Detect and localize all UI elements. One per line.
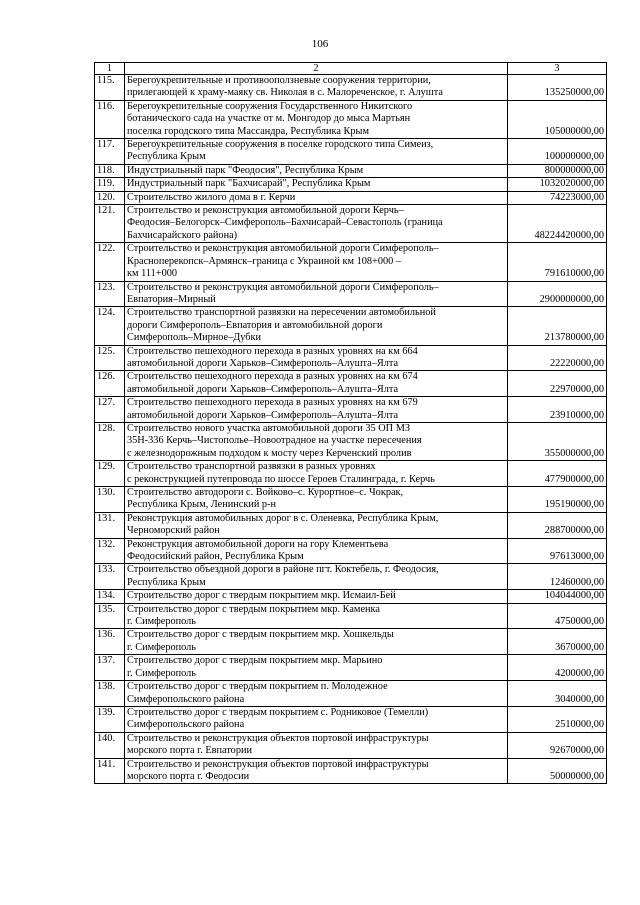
header-col-2: 2: [125, 63, 508, 75]
description-line: г. Симферополь: [127, 641, 197, 653]
description-line: Строительство дорог с твердым покрытием п. Молодежное: [127, 681, 388, 693]
row-amount: 97613000,00: [508, 538, 607, 564]
row-description: [125, 629, 508, 655]
description-line: Феодосия–Белогорск–Симферополь–Бахчисарай–Севастополь (граница: [127, 217, 443, 229]
row-number: 131.: [95, 512, 125, 538]
description-line: Республика Крым: [127, 151, 206, 163]
row-description: [125, 538, 508, 564]
row-amount: 104044000,00: [508, 590, 607, 603]
row-description: [125, 681, 508, 707]
row-description: [125, 164, 508, 177]
description-line: Строительство транспортной развязки в разных уровнях: [127, 461, 376, 473]
row-description: [125, 706, 508, 732]
description-line: Реконструкция автомобильных дорог в с. Оленевка, Республика Крым,: [127, 512, 439, 524]
row-description: [125, 590, 508, 603]
row-number: 119.: [95, 178, 125, 191]
row-amount: 477900000,00: [508, 461, 607, 487]
row-amount: 12460000,00: [508, 564, 607, 590]
row-amount: 22970000,00: [508, 371, 607, 397]
description-line: Строительство дорог с твердым покрытием мкр. Каменка: [127, 603, 380, 615]
description-line: Строительство автодороги с. Войково–с. Курортное–с. Чокрак,: [127, 487, 404, 498]
table-header-row: [95, 63, 607, 75]
row-description: [125, 655, 508, 681]
row-description: [125, 205, 508, 243]
description-line: Симферополь–Мирное–Дубки: [127, 332, 262, 344]
description-line: автомобильной дороги Харьков–Симферополь–Алушта–Ялта: [127, 409, 399, 421]
row-number: 140.: [95, 732, 125, 758]
row-number: 129.: [95, 461, 125, 487]
row-description: [125, 603, 508, 629]
description-line: Строительство объездной дороги в районе пгт. Коктебель, г. Феодосия,: [127, 564, 439, 576]
row-amount: 213780000,00: [508, 307, 607, 345]
description-line: Берегоукрепительные сооружения Государственного Никитского: [127, 100, 413, 112]
row-number: 127.: [95, 397, 125, 423]
description-line: прилегающей к храму-маяку св. Николая в с. Малореченское, г. Алушта: [127, 87, 443, 99]
row-number: 128.: [95, 422, 125, 460]
row-amount: 800000000,00: [508, 164, 607, 177]
description-line: Строительство транспортной развязки на пересечении автомобильной: [127, 307, 436, 319]
description-line: морского порта г. Евпатории: [127, 745, 252, 757]
row-description: [125, 307, 508, 345]
table-row: [95, 307, 607, 345]
description-line: Евпатория–Мирный: [127, 293, 216, 305]
row-amount: 105000000,00: [508, 100, 607, 138]
row-description: [125, 732, 508, 758]
description-line: Индустриальный парк "Бахчисарай", Республика Крым: [127, 178, 371, 190]
description-line: Строительство дорог с твердым покрытием мкр. Хошкельды: [127, 629, 394, 641]
row-number: 124.: [95, 307, 125, 345]
row-number: 115.: [95, 75, 125, 101]
budget-table: [94, 62, 607, 784]
table-row: [95, 564, 607, 590]
description-line: Черноморский район: [127, 525, 220, 537]
row-amount: 100000000,00: [508, 139, 607, 165]
table-row: [95, 191, 607, 204]
description-line: г. Симферополь: [127, 667, 197, 679]
row-number: 123.: [95, 281, 125, 307]
row-description: [125, 758, 508, 784]
row-number: 141.: [95, 758, 125, 784]
table-row: [95, 205, 607, 243]
row-number: 130.: [95, 487, 125, 513]
description-line: Республика Крым: [127, 576, 206, 588]
description-line: Реконструкция автомобильной дороги на гору Клементьева: [127, 538, 389, 550]
table-row: [95, 139, 607, 165]
row-amount: 2510000,00: [508, 706, 607, 732]
row-number: 118.: [95, 164, 125, 177]
row-number: 133.: [95, 564, 125, 590]
description-line: ботанического сада на участке от м. Монгодор до мыса Мартьян: [127, 113, 411, 125]
row-description: [125, 461, 508, 487]
description-line: поселка городского типа Массандра, Республика Крым: [127, 125, 369, 137]
row-amount: 48224420000,00: [508, 205, 607, 243]
table-row: [95, 422, 607, 460]
table-row: [95, 371, 607, 397]
row-number: 137.: [95, 655, 125, 681]
description-line: Красноперекопск–Армянск–граница с Украиной км 108+000 –: [127, 255, 402, 267]
row-description: [125, 178, 508, 191]
row-amount: 2900000000,00: [508, 281, 607, 307]
row-amount: 4750000,00: [508, 603, 607, 629]
row-number: 117.: [95, 139, 125, 165]
table-row: [95, 512, 607, 538]
description-line: автомобильной дороги Харьков–Симферополь–Алушта–Ялта: [127, 357, 399, 369]
row-amount: 74223000,00: [508, 191, 607, 204]
row-amount: 4200000,00: [508, 655, 607, 681]
table-row: [95, 345, 607, 371]
table-row: [95, 281, 607, 307]
description-line: 35Н-336 Керчь–Чистополье–Новоотрадное на участке пересечения: [127, 435, 422, 447]
row-amount: 135250000,00: [508, 75, 607, 101]
row-amount: 288700000,00: [508, 512, 607, 538]
row-number: 116.: [95, 100, 125, 138]
row-number: 120.: [95, 191, 125, 204]
row-amount: 22220000,00: [508, 345, 607, 371]
row-amount: 92670000,00: [508, 732, 607, 758]
table-row: [95, 75, 607, 101]
header-col-1: 1: [95, 63, 125, 75]
table-row: [95, 100, 607, 138]
description-line: дороги Симферополь–Евпатория и автомобильной дороги: [127, 319, 383, 331]
description-line: морского порта г. Феодосии: [127, 770, 250, 782]
row-amount: 3040000,00: [508, 681, 607, 707]
row-number: 122.: [95, 243, 125, 281]
row-number: 136.: [95, 629, 125, 655]
row-amount: 355000000,00: [508, 422, 607, 460]
description-line: Строительство пешеходного перехода в разных уровнях на км 664: [127, 345, 418, 357]
row-amount: 791610000,00: [508, 243, 607, 281]
row-description: [125, 422, 508, 460]
header-col-3: 3: [508, 63, 607, 75]
table-row: [95, 397, 607, 423]
row-description: [125, 397, 508, 423]
row-number: 132.: [95, 538, 125, 564]
table-row: [95, 590, 607, 603]
description-line: г. Симферополь: [127, 616, 197, 628]
table-row: [95, 178, 607, 191]
table-row: [95, 243, 607, 281]
description-line: км 111+000: [127, 268, 178, 280]
table-row: [95, 758, 607, 784]
row-number: 138.: [95, 681, 125, 707]
description-line: Строительство пешеходного перехода в разных уровнях на км 674: [127, 371, 418, 383]
description-line: Строительство дорог с твердым покрытием мкр. Исмаил-Бей: [127, 590, 396, 602]
table-row: [95, 706, 607, 732]
row-description: [125, 487, 508, 513]
description-line: Строительство дорог с твердым покрытием с. Родниковое (Темелли): [127, 706, 429, 718]
description-line: Строительство и реконструкция автомобильной дороги Керчь–: [127, 205, 404, 217]
row-amount: 3670000,00: [508, 629, 607, 655]
description-line: Феодосийский район, Республика Крым: [127, 551, 304, 563]
description-line: Строительство жилого дома в г. Керчи: [127, 191, 296, 203]
table-row: [95, 603, 607, 629]
table-row: [95, 164, 607, 177]
page-number: 106: [311, 38, 329, 50]
row-description: [125, 564, 508, 590]
description-line: Строительство и реконструкция объектов портовой инфраструктуры: [127, 758, 429, 770]
table-row: [95, 681, 607, 707]
table-row: [95, 732, 607, 758]
row-amount: 23910000,00: [508, 397, 607, 423]
description-line: Индустриальный парк "Феодосия", Республика Крым: [127, 164, 364, 176]
row-description: [125, 75, 508, 101]
table-row: [95, 461, 607, 487]
row-description: [125, 512, 508, 538]
row-description: [125, 191, 508, 204]
row-number: 139.: [95, 706, 125, 732]
description-line: Берегоукрепительные и противооползневые сооружения территории,: [127, 75, 431, 86]
table-row: [95, 629, 607, 655]
description-line: Строительство нового участка автомобильной дороги 35 ОП МЗ: [127, 422, 411, 434]
row-description: [125, 345, 508, 371]
row-number: 134.: [95, 590, 125, 603]
table-row: [95, 655, 607, 681]
description-line: Строительство и реконструкция автомобильной дороги Симферополь–: [127, 243, 439, 255]
description-line: с реконструкцией путепровода по шоссе Героев Сталинграда, г. Керчь: [127, 473, 435, 485]
row-description: [125, 281, 508, 307]
description-line: Строительство пешеходного перехода в разных уровнях на км 679: [127, 397, 418, 409]
description-line: Бахчисарайского района): [127, 229, 238, 241]
row-amount: 195190000,00: [508, 487, 607, 513]
row-description: [125, 243, 508, 281]
row-number: 125.: [95, 345, 125, 371]
description-line: Берегоукрепительные сооружения в поселке городского типа Симеиз,: [127, 139, 434, 151]
row-description: [125, 371, 508, 397]
description-line: Строительство и реконструкция объектов портовой инфраструктуры: [127, 732, 429, 744]
row-amount: 1032020000,00: [508, 178, 607, 191]
row-number: 121.: [95, 205, 125, 243]
description-line: с железнодорожным подходом к мосту через Керченский пролив: [127, 447, 412, 459]
description-line: Республика Крым, Ленинский р-н: [127, 499, 277, 511]
row-number: 126.: [95, 371, 125, 397]
row-number: 135.: [95, 603, 125, 629]
table-row: [95, 487, 607, 513]
description-line: Симферопольского района: [127, 719, 245, 731]
description-line: автомобильной дороги Харьков–Симферополь–Алушта–Ялта: [127, 383, 399, 395]
row-description: [125, 139, 508, 165]
row-amount: 50000000,00: [508, 758, 607, 784]
description-line: Строительство и реконструкция автомобильной дороги Симферополь–: [127, 281, 439, 293]
description-line: Строительство дорог с твердым покрытием мкр. Марьино: [127, 655, 383, 667]
row-description: [125, 100, 508, 138]
description-line: Симферопольского района: [127, 693, 245, 705]
table-row: [95, 538, 607, 564]
